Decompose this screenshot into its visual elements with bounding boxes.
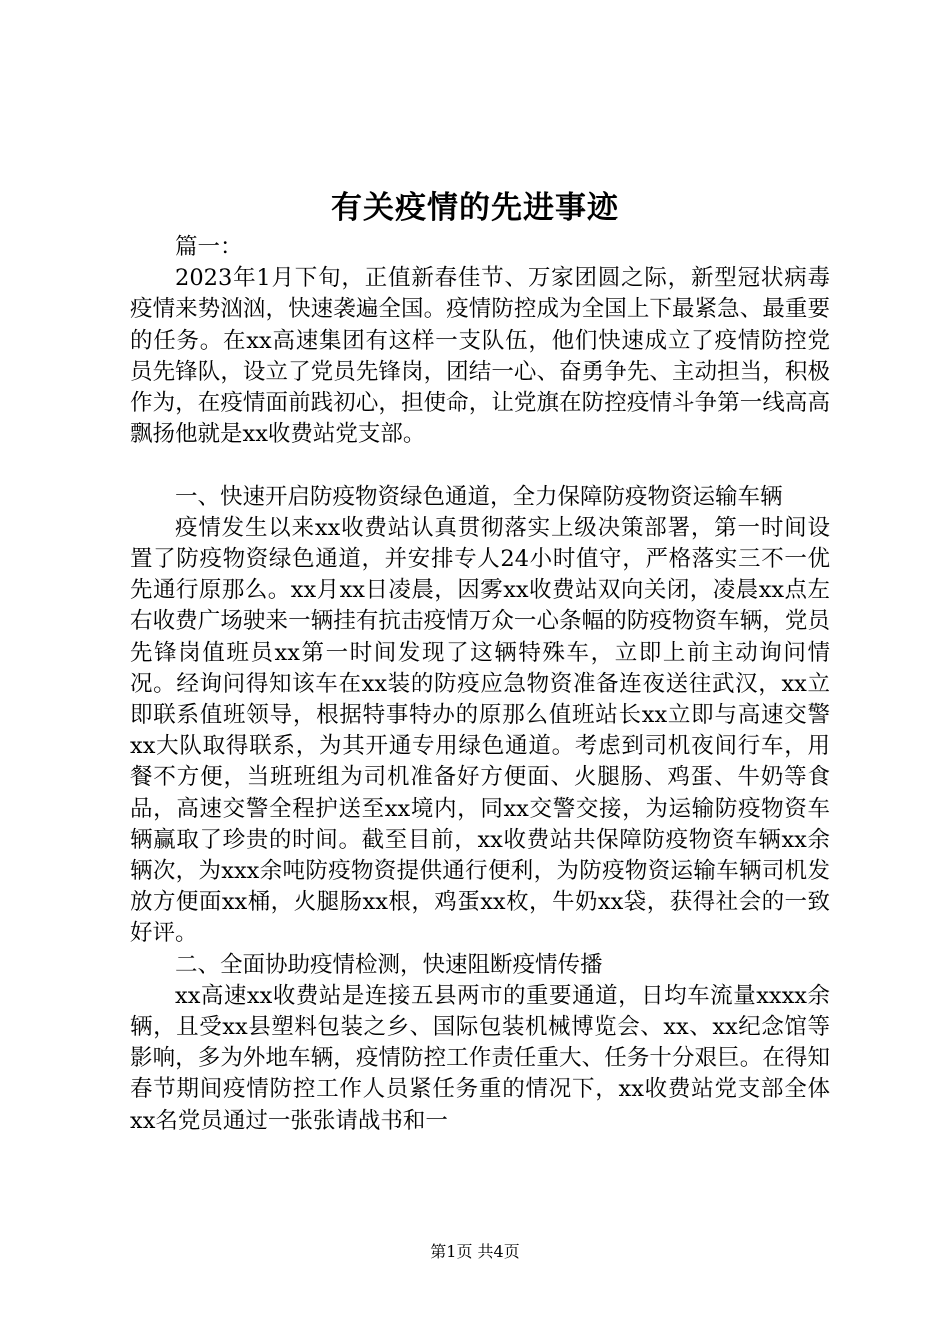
paragraph-section-one: 疫情发生以来xx收费站认真贯彻落实上级决策部署，第一时间设置了防疫物资绿色通道，并安排专人24小时值守，严格落实三不一优先通行原那么。xx月xx日凌晨，因雾xx收费站双向关闭，凌晨xx点左右收费广场驶来一辆挂有抗击疫情万众一心条幅的防疫物资车辆，党员先锋岗值班员xx第一时间发现了这辆特殊车，立即上前主动询问情况。经询问得知该车在xx装的防疫应急物资准备连夜送往武汉，xx立即联系值班领导，根据特事特办的原那么值班站长xx立即与高速交警xx大队取得联系，为其开通专用绿色通道。考虑到司机夜间行车，用餐不方便，当班班组为司机准备好方便面、火腿肠、鸡蛋、牛奶等食品，高速交警全程护送至xx境内，同xx交警交接，为运输防疫物资车辆赢取了珍贵的时间。截至目前，xx收费站共保障防疫物资车辆xx余辆次，为xxx余吨防疫物资提供通行便利，为防疫物资运输车辆司机发放方便面xx桶，火腿肠xx根，鸡蛋xx枚，牛奶xx袋，获得社会的一致好评。 <box>130 514 830 947</box>
page-number-footer: 第1页 共4页 <box>430 1242 520 1261</box>
document-body <box>130 232 830 1137</box>
heading-section-one: 一、快速开启防疫物资绿色通道，全力保障防疫物资运输车辆 <box>175 483 783 510</box>
paragraph-section-two: xx高速xx收费站是连接五县两市的重要通道，日均车流量xxxx余辆，且受xx县塑料包装之乡、国际包装机械博览会、xx、xx纪念馆等影响，多为外地车辆，疫情防控工作责任重大、任务十分艰巨。在得知春节期间疫情防控工作人员紧任务重的情况下，xx收费站党支部全体xx名党员通过一张张请战书和一 <box>130 982 830 1134</box>
paragraph-section-label: 篇一： <box>175 234 243 260</box>
heading-section-two: 二、全面协助疫情检测，快速阻断疫情传播 <box>175 951 603 978</box>
paragraph-intro: 2023年1月下旬，正值新春佳节、万家团圆之际，新型冠状病毒疫情来势汹汹，快速袭遍全国。疫情防控成为全国上下最紧急、最重要的任务。在xx高速集团有这样一支队伍，他们快速成立了疫情防控党员先锋队，设立了党员先锋岗，团结一心、奋勇争先、主动担当，积极作为，在疫情面前践初心，担使命，让党旗在防控疫情斗争第一线高高飘扬他就是xx收费站党支部。 <box>130 265 830 448</box>
document-title: 有关疫情的先进事迹 <box>331 190 619 226</box>
